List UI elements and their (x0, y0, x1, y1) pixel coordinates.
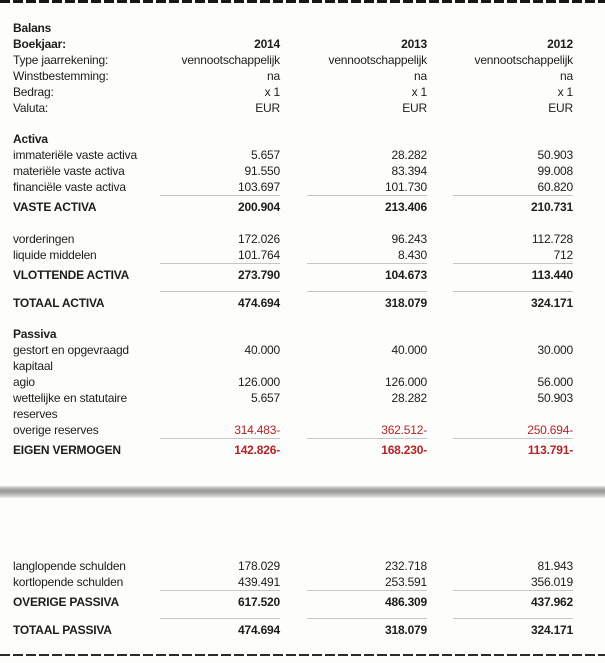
table-row (0, 100, 605, 116)
value-column-2014 (158, 374, 280, 390)
value-2014: 126.000 (238, 375, 280, 389)
value-column-2014 (158, 422, 280, 438)
value-2012: na (560, 69, 573, 83)
value-2012: 324.171 (453, 291, 573, 311)
value-2014: 474.694 (160, 291, 280, 311)
value-2014: 474.694 (160, 618, 280, 638)
value-2012: 81.943 (537, 559, 573, 573)
value-2013: 101.730 (385, 180, 427, 194)
value-2013: 318.079 (307, 618, 427, 638)
dashed-border-bottom (0, 654, 605, 656)
value-2012: 113.791- (453, 438, 573, 458)
section-divider-bar (0, 486, 605, 498)
value-column-2014 (158, 179, 280, 195)
row-label: langlopende schulden (13, 559, 126, 573)
value-column-2014 (158, 163, 280, 179)
value-column-2013 (280, 147, 427, 163)
value-2012: 324.171 (453, 618, 573, 638)
value-2013: x 1 (411, 85, 427, 99)
value-2012: 712 (553, 248, 573, 262)
value-column-2012 (427, 195, 573, 215)
row-label: wettelijke en statutaire reserves (13, 391, 127, 421)
value-column-2014 (158, 342, 280, 358)
row-label: TOTAAL PASSIVA (13, 623, 112, 637)
value-column-2014 (158, 100, 280, 116)
value-2013: 126.000 (385, 375, 427, 389)
value-column-2012 (427, 231, 573, 247)
value-2013: 8.430 (397, 248, 427, 262)
value-column-2013 (280, 590, 427, 610)
row-label: Valuta: (13, 101, 49, 115)
value-column-2013 (280, 52, 427, 68)
table-row (0, 179, 605, 195)
table-row (0, 231, 605, 247)
value-column-2012 (427, 179, 573, 195)
value-column-2013 (280, 231, 427, 247)
value-2012: 50.903 (537, 391, 573, 405)
value-column-2013 (280, 374, 427, 390)
value-column-2014 (158, 195, 280, 215)
table-row (0, 374, 605, 390)
value-2014: 40.000 (244, 343, 280, 357)
value-2013: 486.309 (307, 590, 427, 610)
value-2014: 200.904 (160, 195, 280, 215)
row-label: agio (13, 375, 35, 389)
table-row (0, 574, 605, 590)
value-2012: 210.731 (453, 195, 573, 215)
value-2014: vennootschappelijk (181, 53, 280, 67)
row-label: overige reserves (13, 423, 99, 437)
value-2014: 314.483- (234, 423, 280, 437)
table-row (0, 195, 605, 215)
value-column-2012 (427, 291, 573, 311)
value-column-2014 (158, 247, 280, 263)
value-column-2012 (427, 342, 573, 358)
value-2013: 40.000 (391, 343, 427, 357)
value-2013: 104.673 (307, 263, 427, 283)
row-label: Balans (13, 21, 52, 35)
value-column-2014 (158, 438, 280, 458)
row-label: Winstbestemming: (13, 69, 109, 83)
value-2012: 112.728 (531, 232, 573, 246)
row-label: vorderingen (13, 232, 75, 246)
value-2014: 178.029 (238, 559, 280, 573)
balance-sheet-table (0, 20, 605, 638)
value-column-2013 (280, 100, 427, 116)
row-label: TOTAAL ACTIVA (13, 296, 105, 310)
value-2013: 96.243 (391, 232, 427, 246)
value-column-2012 (427, 374, 573, 390)
value-column-2014 (158, 291, 280, 311)
table-row (0, 291, 605, 311)
row-label: Bedrag: (13, 85, 54, 99)
value-2014: 617.520 (160, 590, 280, 610)
value-2013: vennootschappelijk (328, 53, 427, 67)
value-column-2012 (427, 68, 573, 84)
value-2012: 60.820 (537, 180, 573, 194)
row-label: Passiva (13, 327, 57, 341)
row-label: kortlopende schulden (13, 575, 124, 589)
table-row (0, 68, 605, 84)
value-2013: 253.591 (385, 575, 427, 589)
value-2012: 50.903 (537, 148, 573, 162)
value-2013: EUR (402, 101, 427, 115)
value-column-2014 (158, 36, 280, 52)
value-column-2013 (280, 195, 427, 215)
value-column-2012 (427, 36, 573, 52)
value-column-2013 (280, 247, 427, 263)
value-2014: 273.790 (160, 263, 280, 283)
table-row (0, 163, 605, 179)
row-label: financiële vaste activa (13, 180, 126, 194)
value-column-2012 (427, 147, 573, 163)
value-column-2014 (158, 558, 280, 574)
value-2014: x 1 (264, 85, 280, 99)
value-2013: 83.394 (391, 164, 427, 178)
table-row (0, 342, 605, 374)
value-column-2013 (280, 558, 427, 574)
table-row (0, 263, 605, 283)
value-column-2012 (427, 574, 573, 590)
value-2012: x 1 (557, 85, 573, 99)
table-row (0, 618, 605, 638)
value-column-2013 (280, 163, 427, 179)
value-2012: 56.000 (537, 375, 573, 389)
value-2014: 142.826- (160, 438, 280, 458)
value-2014: 439.491 (238, 575, 280, 589)
value-column-2014 (158, 147, 280, 163)
value-column-2013 (280, 84, 427, 100)
table-row (0, 438, 605, 458)
value-2013: 318.079 (307, 291, 427, 311)
value-2014: 103.697 (238, 180, 280, 194)
table-row (0, 558, 605, 574)
value-2013: 28.282 (391, 391, 427, 405)
value-column-2012 (427, 558, 573, 574)
value-2012: 113.440 (453, 263, 573, 283)
value-column-2012 (427, 618, 573, 638)
table-row (0, 590, 605, 610)
value-column-2012 (427, 52, 573, 68)
table-row (0, 20, 605, 36)
value-2014: 91.550 (244, 164, 280, 178)
row-label: immateriële vaste activa (13, 148, 137, 162)
value-2013: 213.406 (307, 195, 427, 215)
row-label: Activa (13, 132, 48, 146)
value-2014: EUR (255, 101, 280, 115)
value-column-2013 (280, 291, 427, 311)
value-column-2014 (158, 52, 280, 68)
value-column-2012 (427, 84, 573, 100)
value-2012: 437.962 (453, 590, 573, 610)
value-2012: 250.694- (527, 423, 573, 437)
table-row (0, 390, 605, 422)
value-2014: na (267, 69, 280, 83)
value-column-2014 (158, 618, 280, 638)
value-column-2012 (427, 438, 573, 458)
value-column-2013 (280, 618, 427, 638)
value-2012: EUR (548, 101, 573, 115)
table-row (0, 247, 605, 263)
value-column-2014 (158, 231, 280, 247)
table-row (0, 422, 605, 438)
value-column-2014 (158, 590, 280, 610)
value-2013: 2013 (401, 37, 427, 51)
table-row (0, 84, 605, 100)
row-label: materiële vaste activa (13, 164, 125, 178)
table-row (0, 36, 605, 52)
row-label: VASTE ACTIVA (13, 200, 97, 214)
value-2014: 101.764 (238, 248, 280, 262)
table-row (0, 52, 605, 68)
value-2014: 172.026 (238, 232, 280, 246)
value-column-2014 (158, 263, 280, 283)
value-column-2012 (427, 590, 573, 610)
row-label: liquide middelen (13, 248, 97, 262)
value-column-2013 (280, 36, 427, 52)
value-column-2014 (158, 390, 280, 406)
value-2012: 2012 (547, 37, 573, 51)
value-column-2013 (280, 179, 427, 195)
value-column-2012 (427, 163, 573, 179)
value-column-2013 (280, 342, 427, 358)
value-2013: 28.282 (391, 148, 427, 162)
value-column-2012 (427, 247, 573, 263)
table-row (0, 326, 605, 342)
value-column-2012 (427, 100, 573, 116)
value-2014: 5.657 (250, 148, 280, 162)
value-2013: 168.230- (307, 438, 427, 458)
value-column-2014 (158, 68, 280, 84)
value-2013: na (414, 69, 427, 83)
row-label: gestort en opgevraagd kapitaal (13, 343, 129, 373)
value-column-2014 (158, 84, 280, 100)
row-label: Type jaarrekening: (13, 53, 109, 67)
value-column-2013 (280, 422, 427, 438)
value-column-2012 (427, 263, 573, 283)
value-column-2012 (427, 422, 573, 438)
row-label: OVERIGE PASSIVA (13, 595, 119, 609)
row-label: EIGEN VERMOGEN (13, 443, 121, 457)
table-row (0, 131, 605, 147)
table-row (0, 147, 605, 163)
value-column-2013 (280, 390, 427, 406)
value-column-2013 (280, 438, 427, 458)
value-2013: 362.512- (381, 423, 427, 437)
value-2012: 99.008 (537, 164, 573, 178)
value-2012: 30.000 (537, 343, 573, 357)
value-column-2013 (280, 68, 427, 84)
dashed-border-top (0, 0, 605, 3)
value-column-2014 (158, 574, 280, 590)
value-2012: 356.019 (531, 575, 573, 589)
value-column-2013 (280, 263, 427, 283)
value-2014: 5.657 (250, 391, 280, 405)
value-2013: 232.718 (385, 559, 427, 573)
value-column-2013 (280, 574, 427, 590)
value-2012: vennootschappelijk (474, 53, 573, 67)
value-column-2012 (427, 390, 573, 406)
value-2014: 2014 (254, 37, 280, 51)
row-label: VLOTTENDE ACTIVA (13, 268, 130, 282)
row-label: Boekjaar: (13, 37, 66, 51)
